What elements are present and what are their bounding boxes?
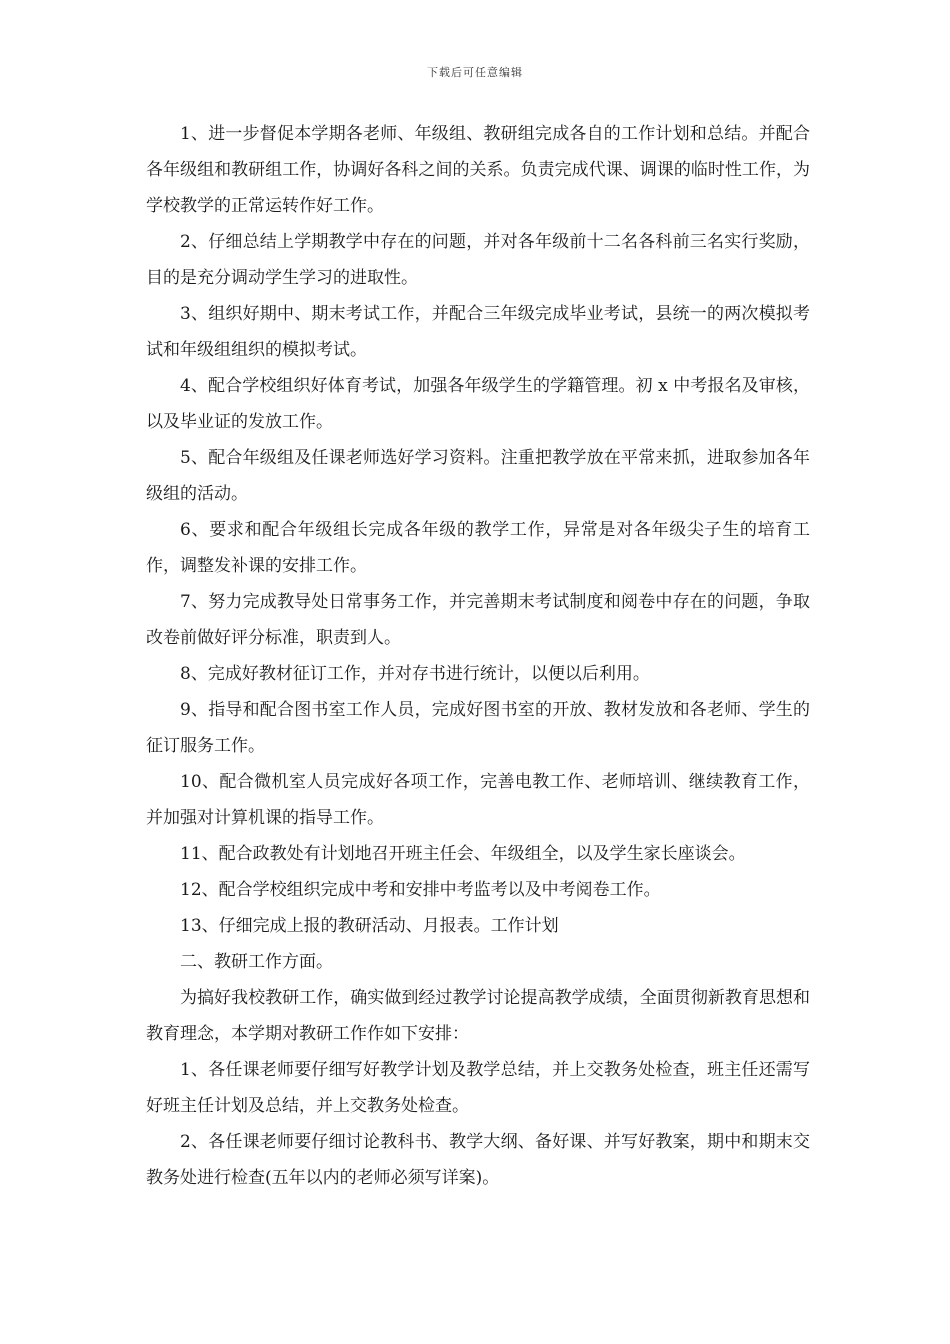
section-heading: 二、教研工作方面。 <box>180 952 333 972</box>
paragraph: 11、配合政教处有计划地召开班主任会、年级组全，以及学生家长座谈会。 <box>180 844 746 864</box>
paragraph: 7、努力完成教导处日常事务工作，并完善期末考试制度和阅卷中存在的问题，争取改卷前做好评分标准，职责到人。 <box>146 592 810 648</box>
header-note: 下载后可任意编辑 <box>427 66 523 79</box>
paragraph: 9、指导和配合图书室工作人员，完成好图书室的开放、教材发放和各老师、学生的征订服务工作。 <box>146 700 810 756</box>
paragraph: 1、各任课老师要仔细写好教学计划及教学总结，并上交教务处检查，班主任还需写好班主任计划及总结，并上交教务处检查。 <box>146 1060 810 1116</box>
paragraph: 2、各任课老师要仔细讨论教科书、教学大纲、备好课、并写好教案，期中和期末交教务处进行检查(五年以内的老师必须写详案)。 <box>146 1132 810 1188</box>
paragraph: 3、组织好期中、期末考试工作，并配合三年级完成毕业考试，县统一的两次模拟考试和年级组组织的模拟考试。 <box>146 304 810 360</box>
paragraph: 6、要求和配合年级组长完成各年级的教学工作，异常是对各年级尖子生的培育工作，调整发补课的安排工作。 <box>146 520 810 576</box>
document-body <box>146 116 810 1196</box>
paragraph: 12、配合学校组织完成中考和安排中考监考以及中考阅卷工作。 <box>180 880 661 900</box>
paragraph: 13、仔细完成上报的教研活动、月报表。工作计划 <box>180 916 559 936</box>
paragraph: 8、完成好教材征订工作，并对存书进行统计，以便以后利用。 <box>180 664 650 684</box>
paragraph: 4、配合学校组织好体育考试，加强各年级学生的学籍管理。初 x 中考报名及审核，以及毕业证的发放工作。 <box>146 376 810 432</box>
paragraph: 1、进一步督促本学期各老师、年级组、教研组完成各自的工作计划和总结。并配合各年级组和教研组工作，协调好各科之间的关系。负责完成代课、调课的临时性工作，为学校教学的正常运转作好工作。 <box>146 124 810 216</box>
paragraph: 10、配合微机室人员完成好各项工作，完善电教工作、老师培训、继续教育工作，并加强对计算机课的指导工作。 <box>146 772 810 828</box>
paragraph: 5、配合年级组及任课老师选好学习资料。注重把教学放在平常来抓，进取参加各年级组的活动。 <box>146 448 810 504</box>
paragraph: 2、仔细总结上学期教学中存在的问题，并对各年级前十二名各科前三名实行奖励，目的是充分调动学生学习的进取性。 <box>146 232 810 288</box>
paragraph: 为搞好我校教研工作，确实做到经过教学讨论提高教学成绩，全面贯彻新教育思想和教育理念，本学期对教研工作作如下安排： <box>146 988 810 1044</box>
